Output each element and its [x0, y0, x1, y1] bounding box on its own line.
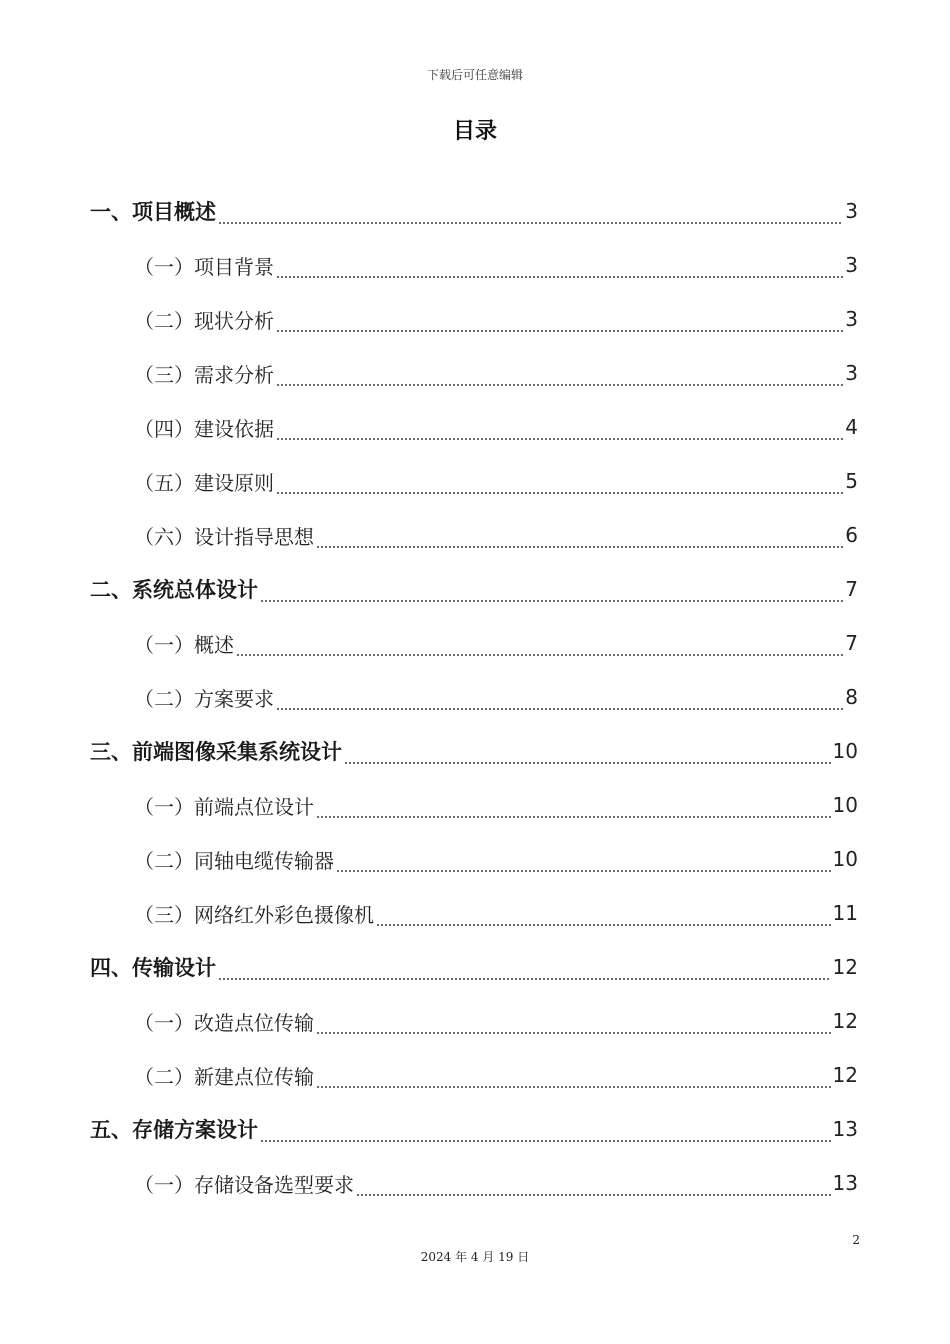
- toc-entry-label: （一）项目背景: [134, 254, 274, 279]
- toc-entry-label: （六）设计指导思想: [134, 524, 314, 549]
- footer-date: 2024 年 4 月 19 日: [420, 1250, 530, 1264]
- toc-dot-leader: [316, 529, 843, 549]
- toc-entry-label: （一）存储设备选型要求: [134, 1172, 354, 1197]
- toc-entry-page-number: 12: [832, 1063, 858, 1087]
- page-title: 目录: [452, 119, 497, 144]
- toc-section-entry[interactable]: [0, 508, 950, 562]
- toc-entry-page-number: 5: [845, 469, 858, 493]
- toc-dot-leader: [236, 637, 843, 657]
- toc-dot-leader: [276, 475, 843, 495]
- page-header-note: 下载后可任意编辑: [426, 68, 523, 82]
- toc-dot-leader: [344, 745, 831, 765]
- toc-dot-leader: [316, 799, 831, 819]
- toc-chapter-entry[interactable]: [0, 1102, 950, 1156]
- toc-entry-page-number: 3: [845, 199, 858, 223]
- toc-section-entry[interactable]: [0, 616, 950, 670]
- toc-dot-leader: [260, 1123, 831, 1143]
- toc-dot-leader: [218, 205, 843, 225]
- toc-entry-label: （二）现状分析: [134, 308, 274, 333]
- toc-dot-leader: [316, 1015, 831, 1035]
- toc-entry-page-number: 12: [832, 1009, 858, 1033]
- toc-chapter-entry[interactable]: [0, 562, 950, 616]
- toc-section-entry[interactable]: [0, 670, 950, 724]
- toc-entry-label: （二）新建点位传输: [134, 1064, 314, 1089]
- toc-dot-leader: [316, 1069, 831, 1089]
- toc-entry-label: （一）概述: [134, 632, 234, 657]
- toc-section-entry[interactable]: [0, 1048, 950, 1102]
- toc-entry-label: 五、存储方案设计: [90, 1118, 258, 1142]
- toc-entry-page-number: 7: [845, 577, 858, 601]
- toc-section-entry[interactable]: [0, 832, 950, 886]
- toc-section-entry[interactable]: [0, 886, 950, 940]
- toc-entry-label: （三）需求分析: [134, 362, 274, 387]
- toc-entry-label: （一）改造点位传输: [134, 1010, 314, 1035]
- toc-dot-leader: [376, 907, 831, 927]
- toc-dot-leader: [276, 691, 843, 711]
- toc-chapter-entry[interactable]: [0, 724, 950, 778]
- toc-entry-page-number: 13: [832, 1117, 858, 1141]
- toc-entry-label: 二、系统总体设计: [90, 578, 258, 602]
- toc-entry-page-number: 3: [845, 253, 858, 277]
- table-of-contents: [0, 184, 950, 1210]
- toc-dot-leader: [276, 421, 843, 441]
- toc-entry-page-number: 10: [832, 847, 858, 871]
- toc-dot-leader: [356, 1177, 831, 1197]
- toc-chapter-entry[interactable]: [0, 940, 950, 994]
- toc-dot-leader: [276, 313, 843, 333]
- toc-section-entry[interactable]: [0, 400, 950, 454]
- toc-dot-leader: [218, 961, 831, 981]
- toc-chapter-entry[interactable]: [0, 184, 950, 238]
- page-number: 2: [852, 1233, 860, 1247]
- toc-entry-page-number: 11: [832, 901, 858, 925]
- toc-entry-label: 一、项目概述: [90, 200, 216, 224]
- toc-entry-page-number: 13: [832, 1171, 858, 1195]
- toc-entry-page-number: 4: [845, 415, 858, 439]
- toc-dot-leader: [276, 259, 843, 279]
- toc-entry-label: 四、传输设计: [90, 956, 216, 980]
- toc-entry-label: （三）网络红外彩色摄像机: [134, 902, 374, 927]
- toc-entry-page-number: 8: [845, 685, 858, 709]
- toc-entry-page-number: 6: [845, 523, 858, 547]
- toc-entry-page-number: 10: [832, 739, 858, 763]
- toc-dot-leader: [276, 367, 843, 387]
- toc-entry-page-number: 10: [832, 793, 858, 817]
- toc-entry-label: 三、前端图像采集系统设计: [90, 740, 342, 764]
- toc-entry-label: （四）建设依据: [134, 416, 274, 441]
- toc-entry-label: （二）方案要求: [134, 686, 274, 711]
- toc-section-entry[interactable]: [0, 346, 950, 400]
- toc-entry-page-number: 12: [832, 955, 858, 979]
- toc-entry-label: （五）建设原则: [134, 470, 274, 495]
- toc-entry-page-number: 3: [845, 307, 858, 331]
- toc-entry-label: （一）前端点位设计: [134, 794, 314, 819]
- toc-dot-leader: [336, 853, 831, 873]
- toc-section-entry[interactable]: [0, 454, 950, 508]
- toc-section-entry[interactable]: [0, 292, 950, 346]
- toc-dot-leader: [260, 583, 843, 603]
- toc-entry-page-number: 7: [845, 631, 858, 655]
- toc-entry-label: （二）同轴电缆传输器: [134, 848, 334, 873]
- toc-section-entry[interactable]: [0, 1156, 950, 1210]
- toc-section-entry[interactable]: [0, 994, 950, 1048]
- toc-section-entry[interactable]: [0, 778, 950, 832]
- toc-entry-page-number: 3: [845, 361, 858, 385]
- toc-section-entry[interactable]: [0, 238, 950, 292]
